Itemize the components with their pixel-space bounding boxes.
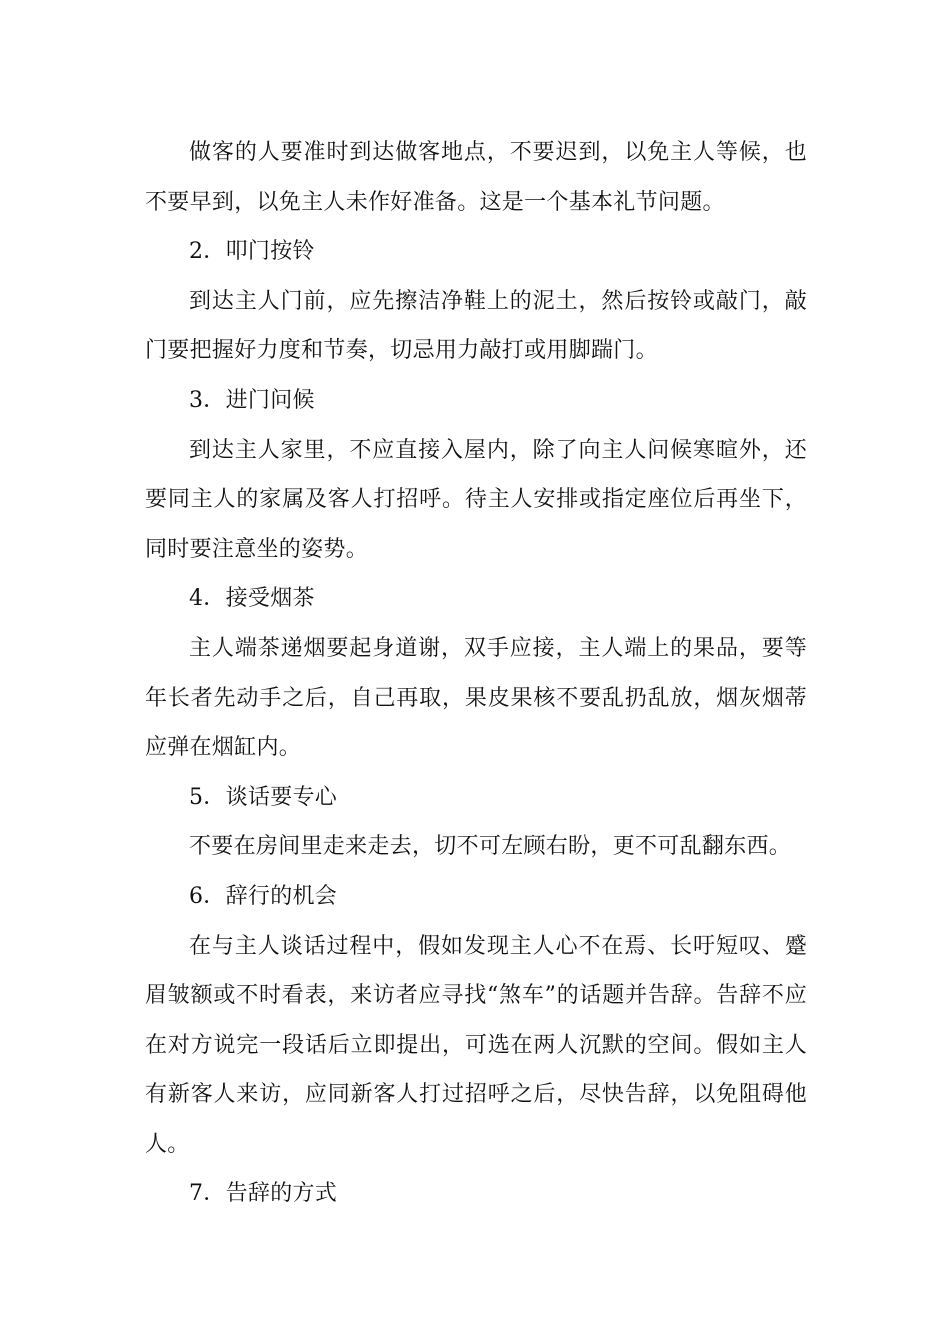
document-body	[145, 128, 807, 1219]
paragraph-knock-ring: 到达主人门前，应先擦洁净鞋上的泥土，然后按铃或敲门，敲门要把握好力度和节奏，切忌用力敲打或用脚踹门。	[145, 288, 807, 364]
paragraph-tea-smoke: 主人端茶递烟要起身道谢，双手应接，主人端上的果品，要等年长者先动手之后，自己再取，果皮果核不要乱扔乱放，烟灰烟蒂应弹在烟缸内。	[145, 635, 807, 761]
paragraph-focus-talk: 不要在房间里走来走去，切不可左顾右盼，更不可乱翻东西。	[189, 834, 792, 860]
section-heading-leave-manner: 7．告辞的方式	[189, 1181, 338, 1207]
paragraph-enter-greet: 到达主人家里，不应直接入屋内，除了向主人问候寒暄外，还要同主人的家属及客人打招呼。待主人安排或指定座位后再坐下，同时要注意坐的姿势。	[145, 437, 807, 562]
paragraph-leave-timing: 在与主人谈话过程中，假如发现主人心不在焉、长吁短叹、蹙眉皱额或不时看表，来访者应寻找“煞车”的话题并告辞。告辞不应在对方说完一段话后立即提出，可选在两人沉默的空间。假如主人有新客人来访，应同新客人打过招呼之后，尽快告辞，以免阻碍他人。	[145, 933, 807, 1157]
section-heading-enter-greet: 3．进门问候	[189, 387, 315, 413]
section-heading-focus-talk: 5．谈话要专心	[189, 784, 338, 810]
paragraph-arrive-on-time: 做客的人要准时到达做客地点，不要迟到，以免主人等候，也不要早到，以免主人未作好准备。这是一个基本礼节问题。	[145, 140, 807, 215]
section-heading-leave-timing: 6．辞行的机会	[189, 883, 338, 909]
section-heading-knock-ring: 2．叩门按铃	[189, 239, 315, 265]
section-heading-tea-smoke: 4．接受烟茶	[189, 586, 315, 612]
